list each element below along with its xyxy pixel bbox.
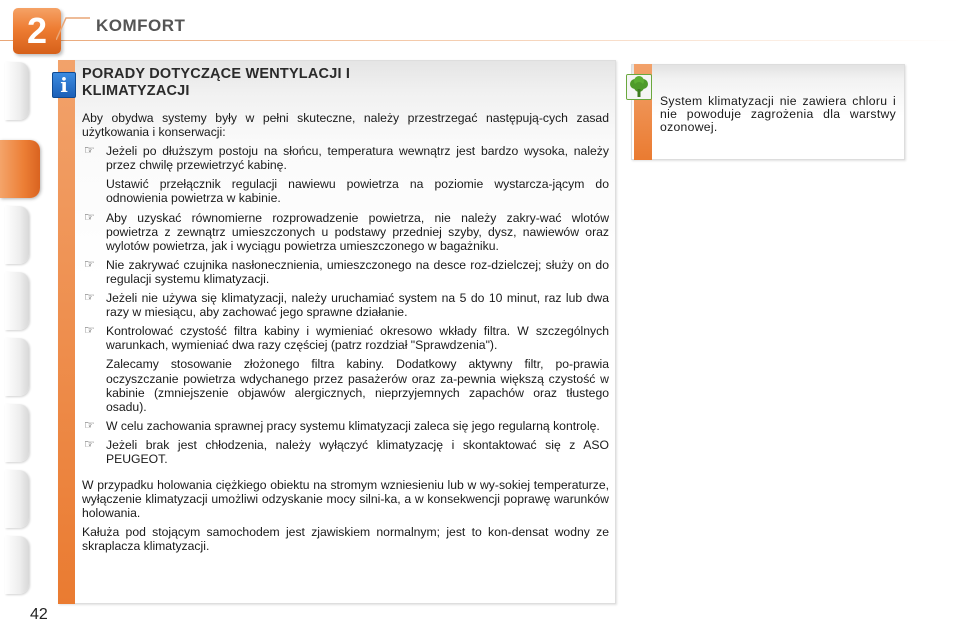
pointing-hand-icon: ☞ [84,290,95,305]
main-body-text [82,111,609,559]
chapter-tab-1[interactable] [5,62,29,120]
chapter-tab-rail [0,54,36,589]
tree-eco-icon [626,74,652,100]
bullet-text: Jeżeli brak jest chłodzenia, należy wyłączyć klimatyzację i skontaktować się z ASO PEUGEOT. [106,437,609,466]
environment-note-text: System klimatyzacji nie zawiera chloru i nie powoduje zagrożenia dla warstwy ozonowej. [660,94,896,134]
bullet-item [82,438,609,466]
chapter-tab-4[interactable] [5,272,29,330]
header-divider [0,40,960,41]
closing-paragraph: W przypadku holowania ciężkiego obiektu na stromym wzniesieniu lub w wy-sokiej temperaturze, wyłączenie klimatyzacji umożliwi odzyskanie mocy silni-ka, a w konsekwencji poprawę warunków holowania. [82,478,609,521]
bullet-text: Aby uzyskać równomierne rozprowadzenie powietrza, nie należy zakry-wać wlotów powietrza z zewnątrz umieszczonych u podstawy przedniej szyby, dysz, nawiewów oraz wylotów powietrza, jak i wyciągu powietrza umieszczonego w bagażniku. [106,210,609,253]
section-title: PORADY DOTYCZĄCE WENTYLACJI I KLIMATYZACJI [82,66,351,99]
bullet-item [82,144,609,172]
bullet-text: W celu zachowania sprawnej pracy systemu klimatyzacji zaleca się jego regularną kontrolę. [106,418,600,433]
bullet-followup: Zalecamy stosowanie złożonego filtra kabiny. Dodatkowy aktywny filtr, po-prawia oczyszczanie powietrza wdychanego przez pasażerów oraz za-pewnia większą czystość w kabinie (zmniejszenie objawów alergicznych, nieprzyjemnych zapachów oraz tłustego osadu). [106,357,609,414]
main-card-accent-strip [58,60,75,604]
chapter-tab-3[interactable] [5,206,29,264]
bullet-item [82,419,609,433]
pointing-hand-icon: ☞ [84,143,95,158]
pointing-hand-icon: ☞ [84,209,95,224]
chapter-tab-8[interactable] [5,536,29,594]
pointing-hand-icon: ☞ [84,417,95,432]
chevron-right-icon [56,14,90,40]
chapter-tab-2-active[interactable] [0,140,40,198]
chapter-number: 2 [26,10,48,51]
chapter-tab-6[interactable] [5,404,29,462]
pointing-hand-icon: ☞ [84,436,95,451]
bullet-item [82,324,609,352]
bullet-followup: Ustawić przełącznik regulacji nawiewu powietrza na poziomie wystarcza-jącym do odnowienia powietrza w kabinie. [106,177,609,206]
bullet-text: Jeżeli nie używa się klimatyzacji, należy uruchamiać system na 5 do 10 minut, raz lub dwa razy w miesiącu, aby zachować jego sprawne działanie. [106,291,609,320]
closing-paragraph: Kałuża pod stojącym samochodem jest zjawiskiem normalnym; jest to kon-densat wodny ze skraplacza klimatyzacji. [82,525,609,554]
intro-paragraph: Aby obydwa systemy były w pełni skuteczne, należy przestrzegać następują-cych zasad użytkowania i konserwacji: [82,111,609,140]
bullet-text: Nie zakrywać czujnika nasłonecznienia, umieszczonego na desce roz-dzielczej; służy on do regulacji systemu klimatyzacji. [106,257,609,286]
chapter-tab-5[interactable] [5,338,29,396]
bullet-item [82,211,609,253]
pointing-hand-icon: ☞ [84,323,95,338]
pointing-hand-icon: ☞ [84,256,95,271]
bullet-item [82,291,609,319]
chapter-title: KOMFORT [96,16,186,35]
bullet-item [82,258,609,286]
chapter-tab-7[interactable] [5,470,29,528]
page-number: 42 [30,606,48,623]
bullet-text: Jeżeli po dłuższym postoju na słońcu, temperatura wewnątrz jest bardzo wysoka, należy przez chwilę przewietrzyć kabinę. [106,144,609,173]
bullet-text: Kontrolować czystość filtra kabiny i wymieniać okresowo wkłady filtra. W szczególnych warunkach, wymieniać dwa razy częściej (patrz rozdział "Sprawdzenia"). [106,324,609,353]
information-icon: i [52,72,76,98]
